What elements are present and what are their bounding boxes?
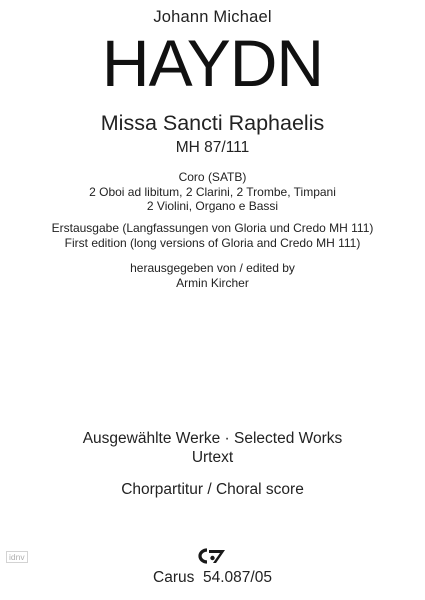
editor-label: herausgegeben von / edited by [130, 261, 295, 275]
instrumentation-line: 2 Violini, Organo e Bassi [146, 199, 279, 213]
catalog-number: MH 87/111 [175, 139, 250, 156]
editor-credit [0, 261, 425, 290]
series-name: Ausgewählte Werke · Selected Works [82, 430, 343, 447]
composer-surname: HAYDN [101, 26, 324, 100]
publisher-catalog: Carus 54.087/05 [153, 569, 272, 586]
score-type: Chorpartitur / Choral score [121, 481, 304, 498]
editor-name: Armin Kircher [176, 275, 249, 290]
carus-logo-icon [196, 546, 226, 566]
work-title: Missa Sancti Raphaelis [100, 111, 325, 135]
edition-line-de: Erstausgabe (Langfassungen von Gloria und Credo MH 111) [51, 221, 374, 235]
edition-note [0, 221, 425, 250]
composer-name: Johann Michael [153, 8, 272, 26]
series-type: Urtext [191, 449, 234, 466]
idnv-stamp: idnv [6, 551, 28, 563]
instrumentation-line: Coro (SATB) [178, 170, 247, 184]
series-info [0, 429, 425, 467]
instrumentation-line: 2 Oboi ad libitum, 2 Clarini, 2 Trombe, Timpani [89, 184, 336, 199]
edition-line-en: First edition (long versions of Gloria and Credo MH 111) [64, 235, 361, 250]
instrumentation [0, 170, 425, 214]
